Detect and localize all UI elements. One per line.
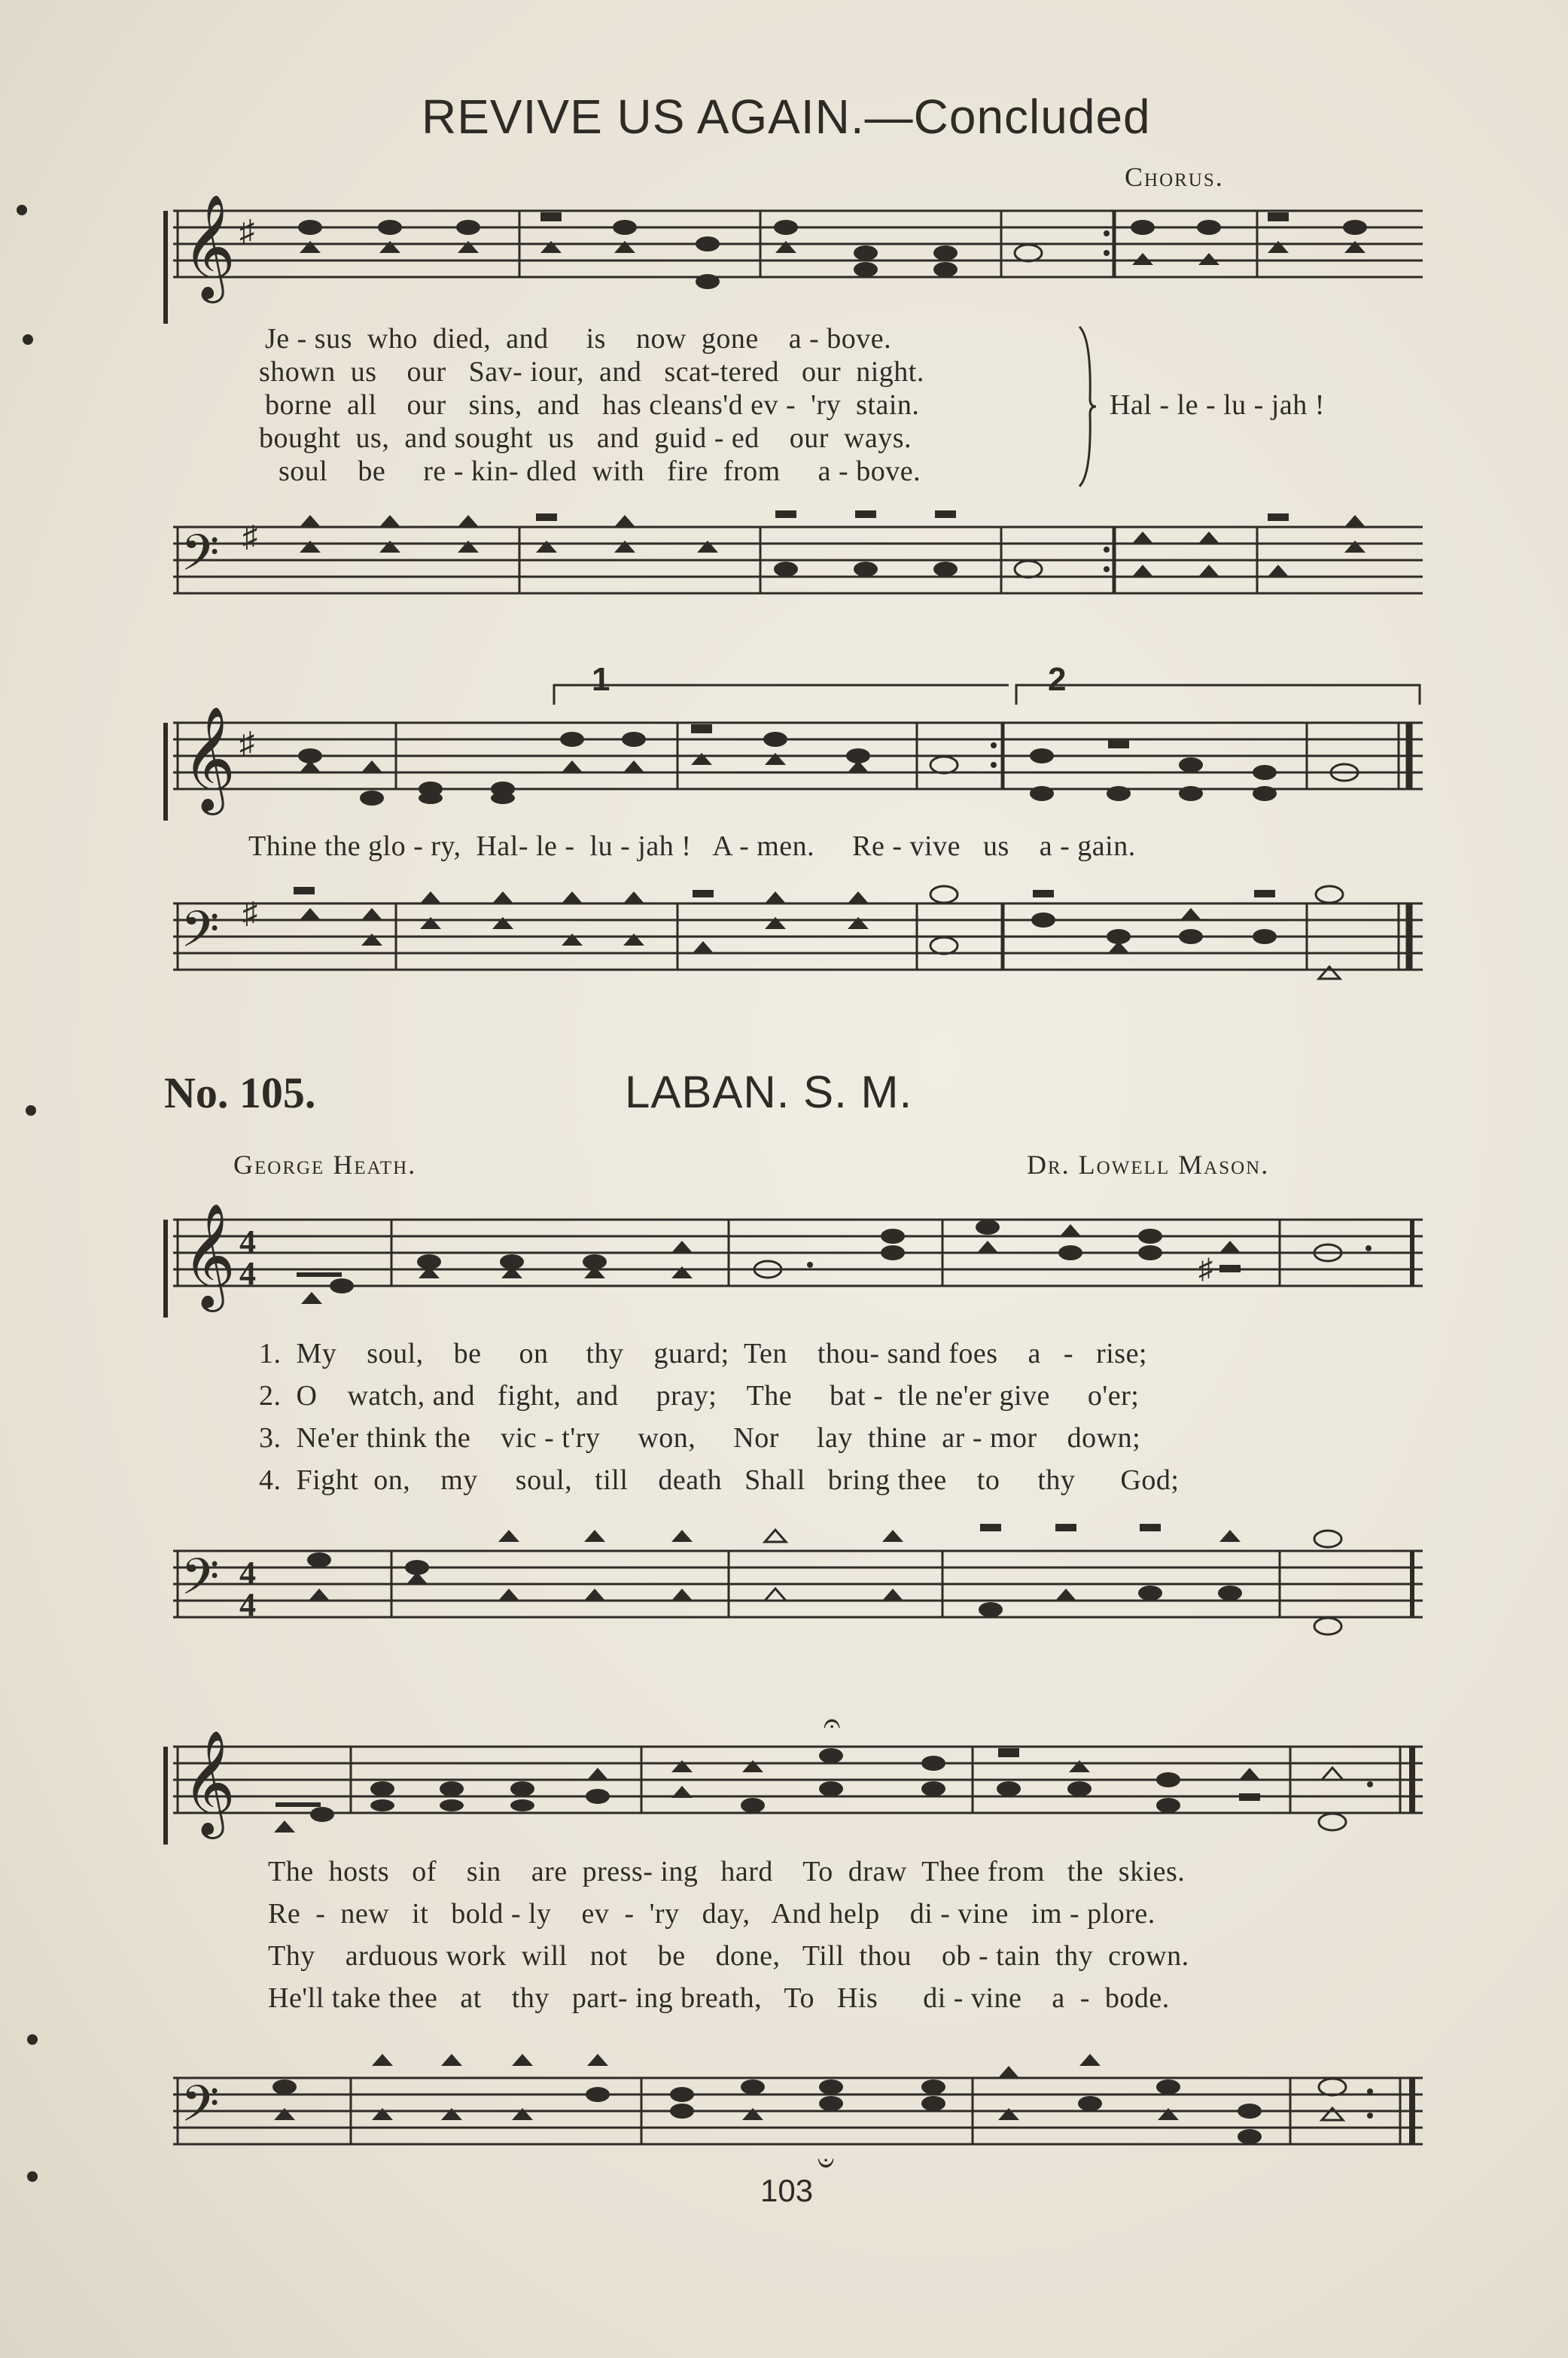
svg-text:♯: ♯: [239, 214, 254, 248]
notes-system-3-treble: [297, 1220, 1372, 1304]
system-1-treble-staff: [0, 181, 1568, 324]
svg-text:♯: ♯: [1198, 1254, 1213, 1285]
second-ending-label: 2: [1048, 661, 1067, 698]
stanza-line: Thy arduous work will not be done, Till thou ob - tain thy crown.: [268, 1940, 1189, 1972]
stanza-line: 2. O watch, and fight, and pray; The bat - tle ne'er give o'er;: [259, 1380, 1140, 1412]
system-2-treble-staff: [0, 693, 1568, 821]
stanza-line: 3. Ne'er think the vic - t'ry won, Nor lay thine ar - mor down;: [259, 1422, 1141, 1454]
chorus-text: Hal - le - lu - jah !: [1110, 389, 1325, 421]
verse-line: bought us, and sought us and guid - ed our ways.: [259, 422, 912, 454]
bass-clef-icon: 𝄢: [181, 2075, 220, 2145]
chorus-lyric-line: Thine the glo - ry, Hal- le - lu - jah ! A - men. Re - vive us a - gain.: [248, 830, 1136, 862]
binding-mark: [23, 334, 33, 345]
treble-clef-icon: 𝄞: [182, 1730, 236, 1835]
system-4-treble-staff: [0, 1701, 1568, 1845]
stanza-line: Re - new it bold - ly ev - 'ry day, And help di - vine im - plore.: [268, 1898, 1155, 1930]
composer-credit: Dr. Lowell Mason.: [1027, 1150, 1270, 1180]
fermata-icon: 𝄑: [817, 2146, 835, 2180]
treble-clef-icon: 𝄞: [182, 194, 236, 299]
svg-text:4: 4: [239, 1555, 256, 1592]
lyricist-credit: George Heath.: [233, 1150, 417, 1180]
notes-system-4-treble: [274, 1748, 1373, 1832]
svg-text:4: 4: [239, 1255, 256, 1292]
fermata-icon: 𝄐: [824, 1706, 841, 1740]
stanza-line: 1. My soul, be on thy guard; Ten thou- sand foes a - rise;: [259, 1338, 1147, 1369]
verse-line: Je - sus who died, and is now gone a - bove.: [265, 323, 892, 355]
stanza-line: He'll take thee at thy part- ing breath, To His di - vine a - bode.: [268, 1982, 1170, 2014]
svg-text:4: 4: [239, 1586, 256, 1623]
page-number: 103: [760, 2173, 814, 2208]
verse-line: soul be re - kin- dled with fire from a - bove.: [279, 455, 921, 487]
notes-system-2-bass: [294, 886, 1343, 979]
system-3-treble-staff: [0, 1190, 1568, 1318]
treble-clef-icon: 𝄞: [182, 706, 236, 811]
system-2-bass-staff: [0, 873, 1568, 1009]
svg-text:♯: ♯: [242, 896, 257, 930]
verse-line: shown us our Sav- iour, and scat-tered our night.: [259, 356, 924, 388]
hymn-104-title: REVIVE US AGAIN.—Concluded: [422, 90, 1151, 144]
svg-text:♯: ♯: [242, 519, 257, 553]
treble-clef-icon: 𝄞: [182, 1203, 236, 1308]
verse-line: borne all our sins, and has cleans'd ev - 'ry stain.: [265, 389, 920, 421]
verse-brace: [1076, 324, 1099, 489]
system-4-bass-staff: [0, 2033, 1568, 2183]
notes-system-4-bass: [272, 2054, 1373, 2180]
hymn-105-title: LABAN. S. M.: [625, 1067, 913, 1117]
bass-clef-icon: 𝄢: [181, 524, 220, 594]
first-ending-label: 1: [592, 661, 610, 698]
chorus-label: Chorus.: [1125, 162, 1224, 192]
bass-clef-icon: 𝄢: [181, 1548, 220, 1618]
stanza-line: The hosts of sin are press- ing hard To draw Thee from the skies.: [268, 1856, 1186, 1887]
bass-clef-icon: 𝄢: [181, 900, 220, 970]
notes-system-2-treble: [298, 724, 1358, 806]
hymn-105-number: No. 105.: [164, 1068, 316, 1117]
svg-text:♯: ♯: [239, 726, 254, 760]
time-signature: 4: [239, 1223, 256, 1260]
system-1-bass-staff: [0, 497, 1568, 632]
stanza-line: 4. Fight on, my soul, till death Shall bring thee to thy God;: [259, 1464, 1180, 1496]
system-3-bass-staff: [0, 1506, 1568, 1671]
binding-mark: [26, 1105, 36, 1116]
